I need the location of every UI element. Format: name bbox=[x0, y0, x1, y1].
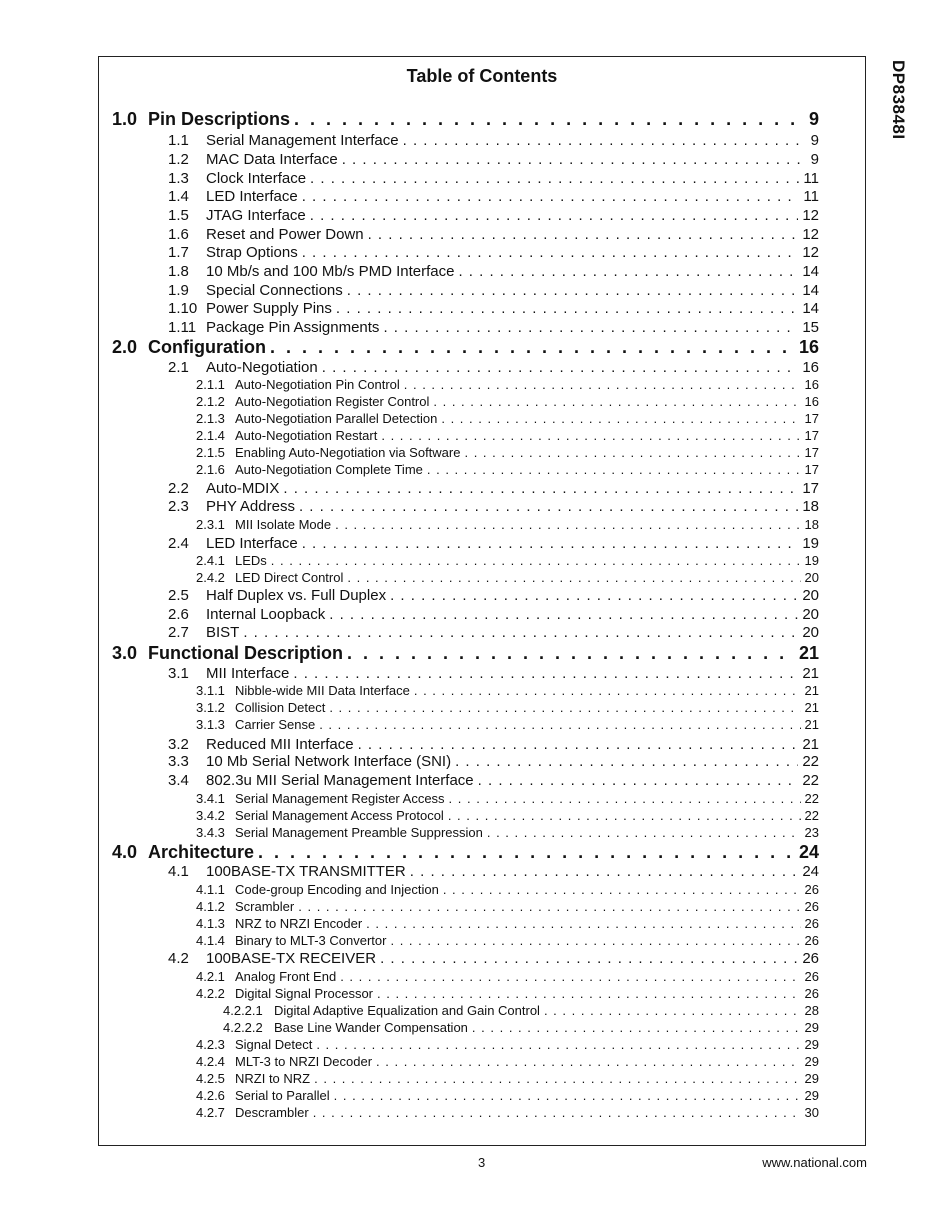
toc-entry[interactable] bbox=[196, 1037, 819, 1052]
toc-entry-page: 29 bbox=[804, 1071, 819, 1086]
toc-entry-number: 4.2.4 bbox=[196, 1054, 225, 1069]
toc-entry-page: 9 bbox=[810, 132, 819, 149]
toc-dot-leader bbox=[336, 300, 798, 317]
toc-dot-leader bbox=[258, 842, 795, 863]
toc-entry-number: 3.2 bbox=[168, 736, 189, 753]
toc-entry-number: 2.6 bbox=[168, 606, 189, 623]
toc-entry-title: Strap Options bbox=[206, 244, 298, 261]
toc-entry[interactable] bbox=[196, 570, 819, 585]
toc-entry[interactable] bbox=[168, 753, 819, 770]
toc-entry-title: LED Interface bbox=[206, 188, 298, 205]
toc-entry-number: 4.2.1 bbox=[196, 969, 225, 984]
toc-entry-title: Auto-Negotiation Parallel Detection bbox=[235, 411, 438, 426]
toc-entry-title: Digital Signal Processor bbox=[235, 986, 374, 1001]
toc-entry-number: 2.3.1 bbox=[196, 517, 225, 532]
toc-dot-leader bbox=[310, 170, 799, 187]
toc-entry-number: 4.1.4 bbox=[196, 933, 225, 948]
toc-entry-page: 19 bbox=[802, 535, 819, 552]
toc-dot-leader bbox=[270, 337, 795, 358]
toc-entry[interactable] bbox=[196, 1088, 819, 1103]
toc-entry[interactable] bbox=[196, 428, 819, 443]
toc-entry-number: 4.2.7 bbox=[196, 1105, 225, 1120]
toc-entry-title: LED Interface bbox=[206, 535, 298, 552]
toc-dot-leader bbox=[377, 986, 801, 1001]
toc-entry-title: LEDs bbox=[235, 553, 267, 568]
toc-entry-number: 3.1.3 bbox=[196, 717, 225, 732]
toc-entry-title: BIST bbox=[206, 624, 240, 641]
toc-entry[interactable] bbox=[168, 282, 819, 299]
toc-dot-leader bbox=[316, 1037, 800, 1052]
toc-entry-number: 2.4 bbox=[168, 535, 189, 552]
toc-entry-page: 20 bbox=[802, 606, 819, 623]
toc-entry-page: 22 bbox=[804, 791, 819, 806]
toc-entry-number: 3.4 bbox=[168, 772, 189, 789]
toc-entry-title: Pin Descriptions bbox=[148, 109, 291, 129]
toc-dot-leader bbox=[302, 535, 799, 552]
toc-entry-number: 1.5 bbox=[168, 207, 189, 224]
toc-entry-number: 1.8 bbox=[168, 263, 189, 280]
toc-entry-title: NRZI to NRZ bbox=[235, 1071, 311, 1086]
toc-entry-page: 17 bbox=[804, 411, 819, 426]
toc-entry-page: 18 bbox=[802, 498, 819, 515]
toc-entry-title: Digital Adaptive Equalization and Gain Control bbox=[274, 1003, 540, 1018]
toc-entry-number: 1.11 bbox=[168, 319, 197, 336]
toc-entry-number: 2.1.1 bbox=[196, 377, 225, 392]
toc-dot-leader bbox=[455, 753, 798, 770]
toc-entry[interactable] bbox=[196, 882, 819, 897]
toc-dot-leader bbox=[443, 882, 801, 897]
toc-entry[interactable] bbox=[168, 188, 819, 205]
toc-dot-leader bbox=[487, 825, 801, 840]
toc-entry-number: 3.0 bbox=[112, 643, 138, 663]
toc-entry-title: Half Duplex vs. Full Duplex bbox=[206, 587, 387, 604]
toc-dot-leader bbox=[376, 1054, 801, 1069]
toc-dot-leader bbox=[403, 132, 807, 149]
toc-entry-page: 26 bbox=[804, 986, 819, 1001]
toc-dot-leader bbox=[314, 1071, 800, 1086]
toc-entry-number: 1.10 bbox=[168, 300, 198, 317]
toc-entry-page: 19 bbox=[804, 553, 819, 568]
toc-entry-page: 14 bbox=[802, 263, 819, 280]
toc-entry-number: 1.1 bbox=[168, 132, 189, 149]
toc-entry-title: Auto-Negotiation Restart bbox=[235, 428, 378, 443]
toc-entry-page: 9 bbox=[810, 151, 819, 168]
toc-entry-page: 21 bbox=[802, 665, 819, 682]
toc-entry[interactable] bbox=[168, 863, 819, 880]
toc-entry[interactable] bbox=[168, 151, 819, 168]
toc-dot-leader bbox=[271, 553, 801, 568]
toc-dot-leader bbox=[390, 933, 800, 948]
toc-entry[interactable] bbox=[196, 1054, 819, 1069]
toc-dot-leader bbox=[448, 808, 801, 823]
toc-entry[interactable] bbox=[168, 736, 819, 753]
toc-entry-page: 16 bbox=[804, 377, 819, 392]
toc-entry-number: 2.4.2 bbox=[196, 570, 225, 585]
toc-entry-title: Descrambler bbox=[235, 1105, 309, 1120]
toc-entry-number: 3.3 bbox=[168, 753, 189, 770]
toc-frame bbox=[98, 56, 866, 1146]
toc-entry-page: 17 bbox=[802, 480, 819, 497]
toc-entry[interactable] bbox=[196, 377, 819, 392]
toc-entry-number: 1.0 bbox=[112, 109, 138, 129]
toc-entry-number: 1.9 bbox=[168, 282, 189, 299]
toc-entry-number: 2.1.3 bbox=[196, 411, 225, 426]
toc-entry-title: MII Interface bbox=[206, 665, 290, 682]
page-title: Table of Contents bbox=[406, 66, 558, 86]
toc-entry-title: Binary to MLT-3 Convertor bbox=[235, 933, 387, 948]
toc-entry-number: 2.7 bbox=[168, 624, 189, 641]
toc-entry-number: 4.1.2 bbox=[196, 899, 225, 914]
toc-entry-title: Auto-Negotiation Complete Time bbox=[235, 462, 423, 477]
toc-entry-number: 4.2.2 bbox=[196, 986, 225, 1001]
toc-entry-number: 2.1.4 bbox=[196, 428, 225, 443]
toc-entry-page: 18 bbox=[804, 517, 819, 532]
toc-entry-page: 20 bbox=[802, 624, 819, 641]
toc-entry-number: 2.4.1 bbox=[196, 553, 225, 568]
toc-entry-page: 17 bbox=[804, 428, 819, 443]
toc-entry-number: 3.4.2 bbox=[196, 808, 225, 823]
toc-entry-title: Functional Description bbox=[148, 643, 344, 663]
toc-entry-number: 1.4 bbox=[168, 188, 189, 205]
toc-entry[interactable] bbox=[196, 445, 819, 460]
toc-entry-page: 22 bbox=[802, 772, 819, 789]
toc-entry-title: Collision Detect bbox=[235, 700, 326, 715]
toc-entry[interactable] bbox=[196, 899, 819, 914]
toc-entry[interactable] bbox=[196, 969, 819, 984]
toc-dot-leader bbox=[283, 480, 798, 497]
toc-dot-leader bbox=[347, 643, 795, 664]
toc-dot-leader bbox=[340, 969, 800, 984]
toc-entry[interactable] bbox=[168, 535, 819, 552]
toc-entry-number: 4.1 bbox=[168, 863, 189, 880]
toc-entry[interactable] bbox=[223, 1003, 819, 1018]
toc-dot-leader bbox=[313, 1105, 801, 1120]
toc-entry-title: Base Line Wander Compensation bbox=[274, 1020, 468, 1035]
document-side-label: DP83848I bbox=[889, 60, 908, 140]
toc-entry[interactable] bbox=[168, 624, 819, 641]
toc-entry-page: 14 bbox=[802, 282, 819, 299]
toc-entry[interactable] bbox=[168, 319, 819, 336]
toc-entry[interactable] bbox=[168, 226, 819, 243]
toc-dot-leader bbox=[342, 151, 807, 168]
toc-dot-leader bbox=[293, 665, 798, 682]
toc-entry-title: Architecture bbox=[148, 842, 255, 862]
toc-dot-leader bbox=[294, 109, 805, 130]
toc-entry-page: 17 bbox=[804, 462, 819, 477]
toc-entry-number: 4.2.2.1 bbox=[223, 1003, 263, 1018]
toc-entry-page: 30 bbox=[804, 1105, 819, 1120]
toc-entry[interactable] bbox=[196, 791, 819, 806]
toc-dot-leader bbox=[366, 916, 800, 931]
toc-entry-title: PHY Address bbox=[206, 498, 295, 515]
toc-dot-leader bbox=[329, 700, 800, 715]
toc-entry[interactable] bbox=[168, 300, 819, 317]
toc-dot-leader bbox=[347, 570, 800, 585]
toc-entry-title: Configuration bbox=[148, 337, 266, 357]
toc-entry-page: 21 bbox=[804, 683, 819, 698]
toc-entry-number: 1.7 bbox=[168, 244, 189, 261]
toc-entry[interactable] bbox=[168, 480, 819, 497]
toc-entry-title: Analog Front End bbox=[235, 969, 337, 984]
toc-entry-title: Clock Interface bbox=[206, 170, 307, 187]
toc-entry-page: 29 bbox=[804, 1020, 819, 1035]
toc-entry-page: 9 bbox=[808, 109, 819, 129]
toc-entry-number: 3.1.1 bbox=[196, 683, 225, 698]
toc-entry-number: 1.3 bbox=[168, 170, 189, 187]
toc-dot-leader bbox=[322, 359, 799, 376]
toc-entry-title: 10 Mb/s and 100 Mb/s PMD Interface bbox=[206, 263, 455, 280]
toc-entry-number: 1.6 bbox=[168, 226, 189, 243]
toc-entry[interactable] bbox=[168, 772, 819, 789]
toc-dot-leader bbox=[347, 282, 799, 299]
toc-dot-leader bbox=[410, 863, 799, 880]
toc-entry[interactable] bbox=[112, 842, 819, 863]
toc-entry[interactable] bbox=[168, 498, 819, 515]
toc-dot-leader bbox=[319, 717, 800, 732]
toc-dot-leader bbox=[381, 428, 800, 443]
toc-entry-page: 16 bbox=[798, 337, 819, 357]
toc-entry-title: Internal Loopback bbox=[206, 606, 326, 623]
toc-entry-title: 10 Mb Serial Network Interface (SNI) bbox=[206, 753, 452, 770]
toc-entry-page: 26 bbox=[804, 969, 819, 984]
toc-dot-leader bbox=[380, 950, 798, 967]
toc-entry-title: Serial Management Access Protocol bbox=[235, 808, 444, 823]
toc-dot-leader bbox=[544, 1003, 801, 1018]
toc-entry-title: Nibble-wide MII Data Interface bbox=[235, 683, 410, 698]
toc-list bbox=[99, 57, 865, 1145]
toc-dot-leader bbox=[458, 263, 798, 280]
toc-entry-title: Auto-Negotiation Register Control bbox=[235, 394, 430, 409]
toc-dot-leader bbox=[243, 624, 798, 641]
toc-dot-leader bbox=[383, 319, 798, 336]
toc-entry-number: 2.1 bbox=[168, 359, 189, 376]
toc-entry-title: Reduced MII Interface bbox=[206, 736, 354, 753]
toc-entry-number: 2.3 bbox=[168, 498, 189, 515]
toc-entry[interactable] bbox=[196, 717, 819, 732]
toc-dot-leader bbox=[433, 394, 800, 409]
toc-entry-title: MLT-3 to NRZI Decoder bbox=[235, 1054, 373, 1069]
toc-entry-number: 3.1.2 bbox=[196, 700, 225, 715]
toc-entry-title: Reset and Power Down bbox=[206, 226, 364, 243]
toc-entry-page: 20 bbox=[802, 587, 819, 604]
toc-entry-number: 2.0 bbox=[112, 337, 138, 357]
toc-entry-page: 17 bbox=[804, 445, 819, 460]
toc-entry[interactable] bbox=[196, 916, 819, 931]
toc-entry[interactable] bbox=[196, 683, 819, 698]
toc-entry-page: 26 bbox=[802, 950, 819, 967]
toc-entry[interactable] bbox=[168, 359, 819, 376]
toc-entry-number: 4.2.2.2 bbox=[223, 1020, 263, 1035]
toc-entry-title: Enabling Auto-Negotiation via Software bbox=[235, 445, 461, 460]
toc-dot-leader bbox=[427, 462, 801, 477]
toc-dot-leader bbox=[334, 1088, 801, 1103]
toc-entry[interactable] bbox=[196, 808, 819, 823]
toc-entry-title: LED Direct Control bbox=[235, 570, 344, 585]
toc-entry-number: 2.5 bbox=[168, 587, 189, 604]
toc-dot-leader bbox=[298, 899, 800, 914]
toc-entry-number: 4.1.3 bbox=[196, 916, 225, 931]
toc-dot-leader bbox=[404, 377, 801, 392]
toc-entry-page: 16 bbox=[804, 394, 819, 409]
toc-entry[interactable] bbox=[168, 207, 819, 224]
toc-entry[interactable] bbox=[168, 606, 819, 623]
toc-entry-page: 22 bbox=[804, 808, 819, 823]
toc-entry-page: 29 bbox=[804, 1037, 819, 1052]
toc-dot-leader bbox=[472, 1020, 801, 1035]
toc-entry-page: 21 bbox=[804, 700, 819, 715]
toc-entry-title: Serial Management Register Access bbox=[235, 791, 445, 806]
toc-entry[interactable] bbox=[168, 263, 819, 280]
toc-dot-leader bbox=[358, 736, 799, 753]
toc-entry-page: 26 bbox=[804, 899, 819, 914]
toc-entry-number: 4.1.1 bbox=[196, 882, 225, 897]
toc-entry-number: 4.2.5 bbox=[196, 1071, 225, 1086]
toc-dot-leader bbox=[464, 445, 800, 460]
toc-entry[interactable] bbox=[196, 462, 819, 477]
toc-entry-number: 3.4.3 bbox=[196, 825, 225, 840]
toc-entry-number: 3.4.1 bbox=[196, 791, 225, 806]
toc-entry-title: Auto-Negotiation bbox=[206, 359, 318, 376]
toc-entry-page: 14 bbox=[802, 300, 819, 317]
toc-entry[interactable] bbox=[168, 950, 819, 967]
toc-entry[interactable] bbox=[223, 1020, 819, 1035]
toc-entry[interactable] bbox=[196, 517, 819, 532]
toc-entry[interactable] bbox=[196, 394, 819, 409]
toc-entry-page: 21 bbox=[798, 643, 819, 663]
toc-entry-title: 100BASE-TX RECEIVER bbox=[206, 950, 377, 967]
toc-entry-page: 26 bbox=[804, 933, 819, 948]
toc-entry-page: 23 bbox=[804, 825, 819, 840]
toc-entry-page: 26 bbox=[804, 882, 819, 897]
toc-entry-page: 24 bbox=[798, 842, 819, 862]
toc-entry-page: 24 bbox=[802, 863, 819, 880]
footer-page-number: 3 bbox=[478, 1155, 486, 1170]
toc-dot-leader bbox=[441, 411, 800, 426]
toc-entry-page: 21 bbox=[802, 736, 819, 753]
toc-dot-leader bbox=[310, 207, 799, 224]
toc-entry-page: 12 bbox=[802, 226, 819, 243]
toc-entry-page: 26 bbox=[804, 916, 819, 931]
toc-entry-page: 12 bbox=[802, 244, 819, 261]
toc-entry-page: 29 bbox=[804, 1054, 819, 1069]
toc-entry-number: 4.2.3 bbox=[196, 1037, 225, 1052]
toc-entry[interactable] bbox=[196, 1071, 819, 1086]
toc-entry[interactable] bbox=[196, 411, 819, 426]
toc-entry-title: MAC Data Interface bbox=[206, 151, 338, 168]
footer-website-link[interactable]: www.national.com bbox=[762, 1155, 867, 1170]
toc-dot-leader bbox=[302, 188, 800, 205]
toc-entry-title: Carrier Sense bbox=[235, 717, 316, 732]
toc-entry-title: Auto-MDIX bbox=[206, 480, 280, 497]
toc-entry[interactable] bbox=[196, 553, 819, 568]
toc-entry-title: Serial Management Interface bbox=[206, 132, 399, 149]
toc-entry-title: MII Isolate Mode bbox=[235, 517, 332, 532]
toc-entry-page: 16 bbox=[802, 359, 819, 376]
toc-dot-leader bbox=[414, 683, 801, 698]
toc-entry-page: 11 bbox=[803, 170, 819, 187]
toc-dot-leader bbox=[478, 772, 799, 789]
toc-entry-page: 28 bbox=[804, 1003, 819, 1018]
toc-entry-page: 21 bbox=[804, 717, 819, 732]
toc-dot-leader bbox=[299, 498, 798, 515]
toc-entry[interactable] bbox=[196, 986, 819, 1001]
toc-entry-page: 20 bbox=[804, 570, 819, 585]
toc-dot-leader bbox=[368, 226, 799, 243]
toc-entry-page: 12 bbox=[802, 207, 819, 224]
toc-entry-title: Signal Detect bbox=[235, 1037, 313, 1052]
toc-entry-number: 4.2.6 bbox=[196, 1088, 225, 1103]
toc-entry-title: Code-group Encoding and Injection bbox=[235, 882, 439, 897]
toc-entry-title: NRZ to NRZI Encoder bbox=[235, 916, 363, 931]
toc-dot-leader bbox=[302, 244, 799, 261]
toc-entry[interactable] bbox=[196, 825, 819, 840]
toc-entry-title: JTAG Interface bbox=[206, 207, 306, 224]
toc-entry-title: Serial Management Preamble Suppression bbox=[235, 825, 483, 840]
toc-entry[interactable] bbox=[196, 933, 819, 948]
toc-entry-title: Package Pin Assignments bbox=[206, 319, 380, 336]
toc-entry-number: 2.1.2 bbox=[196, 394, 225, 409]
toc-entry-title: Power Supply Pins bbox=[206, 300, 332, 317]
toc-entry-number: 2.2 bbox=[168, 480, 189, 497]
toc-entry[interactable] bbox=[112, 337, 819, 358]
toc-entry-number: 4.0 bbox=[112, 842, 138, 862]
toc-entry[interactable] bbox=[168, 587, 819, 604]
toc-entry-title: Serial to Parallel bbox=[235, 1088, 330, 1103]
toc-entry[interactable] bbox=[196, 1105, 819, 1120]
toc-entry-title: Auto-Negotiation Pin Control bbox=[235, 377, 400, 392]
toc-entry-title: 802.3u MII Serial Management Interface bbox=[206, 772, 474, 789]
toc-entry-title: 100BASE-TX TRANSMITTER bbox=[206, 863, 406, 880]
toc-dot-leader bbox=[449, 791, 801, 806]
toc-dot-leader bbox=[329, 606, 798, 623]
toc-entry-page: 15 bbox=[802, 319, 819, 336]
toc-entry-page: 11 bbox=[803, 188, 819, 205]
toc-entry-number: 1.2 bbox=[168, 151, 189, 168]
toc-entry-number: 4.2 bbox=[168, 950, 189, 967]
toc-entry-page: 29 bbox=[804, 1088, 819, 1103]
toc-entry[interactable] bbox=[112, 109, 819, 130]
toc-entry[interactable] bbox=[168, 170, 819, 187]
toc-entry[interactable] bbox=[112, 643, 819, 664]
toc-entry[interactable] bbox=[168, 244, 819, 261]
toc-entry-page: 22 bbox=[802, 753, 819, 770]
toc-entry-number: 2.1.6 bbox=[196, 462, 225, 477]
toc-entry[interactable] bbox=[168, 132, 819, 149]
toc-entry[interactable] bbox=[168, 665, 819, 682]
toc-entry-title: Special Connections bbox=[206, 282, 343, 299]
toc-entry-number: 2.1.5 bbox=[196, 445, 225, 460]
toc-entry-number: 3.1 bbox=[168, 665, 189, 682]
toc-entry-title: Scrambler bbox=[235, 899, 295, 914]
toc-entry[interactable] bbox=[196, 700, 819, 715]
toc-dot-leader bbox=[390, 587, 798, 604]
toc-dot-leader bbox=[335, 517, 800, 532]
